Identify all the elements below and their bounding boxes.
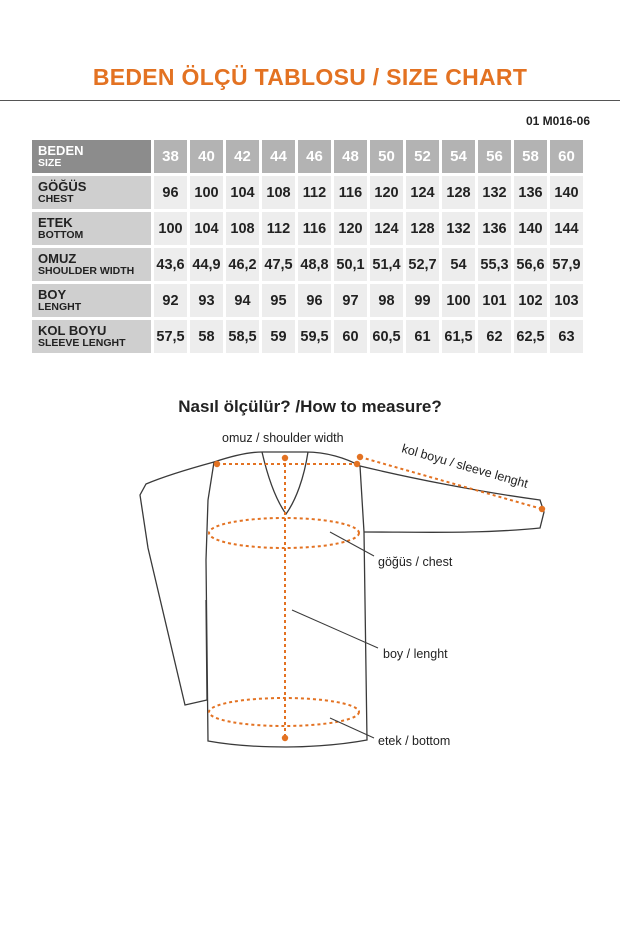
measurement-cell: 56,6 — [514, 248, 547, 281]
measurement-cell: 95 — [262, 284, 295, 317]
size-header-cell: 48 — [334, 140, 367, 173]
measurement-cell: 48,8 — [298, 248, 331, 281]
measurement-cell: 54 — [442, 248, 475, 281]
row-label-en: SIZE — [38, 156, 62, 169]
size-header-cell: 54 — [442, 140, 475, 173]
measurement-cell: 124 — [370, 212, 403, 245]
measurement-cell: 100 — [190, 176, 223, 209]
row-label-en: BOTTOM — [38, 228, 84, 241]
measurement-cell: 51,4 — [370, 248, 403, 281]
bottom-label: etek / bottom — [378, 734, 451, 748]
measurement-cell: 120 — [370, 176, 403, 209]
row-label-tr: GÖĞÜS — [38, 179, 87, 195]
measurement-cell: 58,5 — [226, 320, 259, 353]
measurement-cell: 104 — [226, 176, 259, 209]
measurement-cell: 116 — [334, 176, 367, 209]
measurement-cell: 132 — [442, 212, 475, 245]
sleeve-label: kol boyu / sleeve lenght — [400, 441, 530, 491]
size-header-cell: 40 — [190, 140, 223, 173]
row-label-tr: BOY — [38, 287, 67, 303]
row-label-tr: BEDEN — [38, 143, 84, 159]
measurement-cell: 100 — [442, 284, 475, 317]
measurement-cell: 59 — [262, 320, 295, 353]
measurement-cell: 62,5 — [514, 320, 547, 353]
measurement-cell: 96 — [298, 284, 331, 317]
size-header-cell: 56 — [478, 140, 511, 173]
chart-title: BEDEN ÖLÇÜ TABLOSU / SIZE CHART — [92, 64, 528, 90]
how-to-measure-title: Nasıl ölçülür? /How to measure? — [178, 397, 442, 416]
length-point-top — [282, 455, 288, 461]
size-header-cell: 42 — [226, 140, 259, 173]
shoulder-label: omuz / shoulder width — [222, 431, 344, 445]
measurement-cell: 103 — [550, 284, 583, 317]
measurement-cell: 46,2 — [226, 248, 259, 281]
measurement-cell: 108 — [262, 176, 295, 209]
size-header-cell: 38 — [154, 140, 187, 173]
measurement-cell: 52,7 — [406, 248, 439, 281]
length-point-bottom — [282, 735, 288, 741]
measurement-cell: 60,5 — [370, 320, 403, 353]
measurement-cell: 57,5 — [154, 320, 187, 353]
row-label-tr: ETEK — [38, 215, 73, 231]
measurement-cell: 120 — [334, 212, 367, 245]
row-label-en: SLEEVE LENGHT — [38, 336, 126, 349]
size-header-cell: 44 — [262, 140, 295, 173]
measurement-cell: 100 — [154, 212, 187, 245]
measurement-cell: 61 — [406, 320, 439, 353]
measurement-cell: 128 — [406, 212, 439, 245]
size-header-cell: 46 — [298, 140, 331, 173]
measurement-cell: 96 — [154, 176, 187, 209]
measurement-cell: 92 — [154, 284, 187, 317]
measurement-cell: 50,1 — [334, 248, 367, 281]
measurement-cell: 136 — [514, 176, 547, 209]
measurement-cell: 101 — [478, 284, 511, 317]
measurement-cell: 140 — [514, 212, 547, 245]
left-sleeve — [140, 462, 214, 705]
row-label-tr: KOL BOYU — [38, 323, 107, 339]
measurement-cell: 94 — [226, 284, 259, 317]
measurement-cell: 144 — [550, 212, 583, 245]
length-label: boy / lenght — [383, 647, 448, 661]
row-label-en: SHOULDER WIDTH — [38, 264, 135, 277]
measurement-cell: 61,5 — [442, 320, 475, 353]
measurement-cell: 102 — [514, 284, 547, 317]
size-header-cell: 60 — [550, 140, 583, 173]
measurement-cell: 58 — [190, 320, 223, 353]
measurement-cell: 47,5 — [262, 248, 295, 281]
sleeve-point-start — [357, 454, 363, 460]
row-label-tr: OMUZ — [38, 251, 77, 267]
size-header-cell: 58 — [514, 140, 547, 173]
measurement-cell: 112 — [262, 212, 295, 245]
measurement-cell: 57,9 — [550, 248, 583, 281]
measurement-cell: 112 — [298, 176, 331, 209]
measurement-cell: 97 — [334, 284, 367, 317]
measurement-cell: 136 — [478, 212, 511, 245]
measurement-cell: 99 — [406, 284, 439, 317]
size-header-cell: 52 — [406, 140, 439, 173]
measurement-cell: 116 — [298, 212, 331, 245]
measurement-cell: 98 — [370, 284, 403, 317]
chest-label: göğüs / chest — [378, 555, 453, 569]
sleeve-point-end — [539, 506, 545, 512]
measurement-cell: 108 — [226, 212, 259, 245]
row-label-en: CHEST — [38, 192, 74, 205]
measurement-cell: 43,6 — [154, 248, 187, 281]
product-code: 01 M016-06 — [525, 114, 590, 128]
measurement-cell: 132 — [478, 176, 511, 209]
measurement-cell: 62 — [478, 320, 511, 353]
measurement-cell: 55,3 — [478, 248, 511, 281]
measurement-cell: 104 — [190, 212, 223, 245]
measurement-cell: 63 — [550, 320, 583, 353]
row-label-en: LENGHT — [38, 300, 82, 313]
measurement-cell: 59,5 — [298, 320, 331, 353]
size-header-cell: 50 — [370, 140, 403, 173]
measurement-cell: 93 — [190, 284, 223, 317]
measurement-cell: 44,9 — [190, 248, 223, 281]
measurement-cell: 140 — [550, 176, 583, 209]
measurement-cell: 128 — [442, 176, 475, 209]
measurement-cell: 124 — [406, 176, 439, 209]
shoulder-point-right — [354, 461, 360, 467]
shoulder-point-left — [214, 461, 220, 467]
measurement-cell: 60 — [334, 320, 367, 353]
